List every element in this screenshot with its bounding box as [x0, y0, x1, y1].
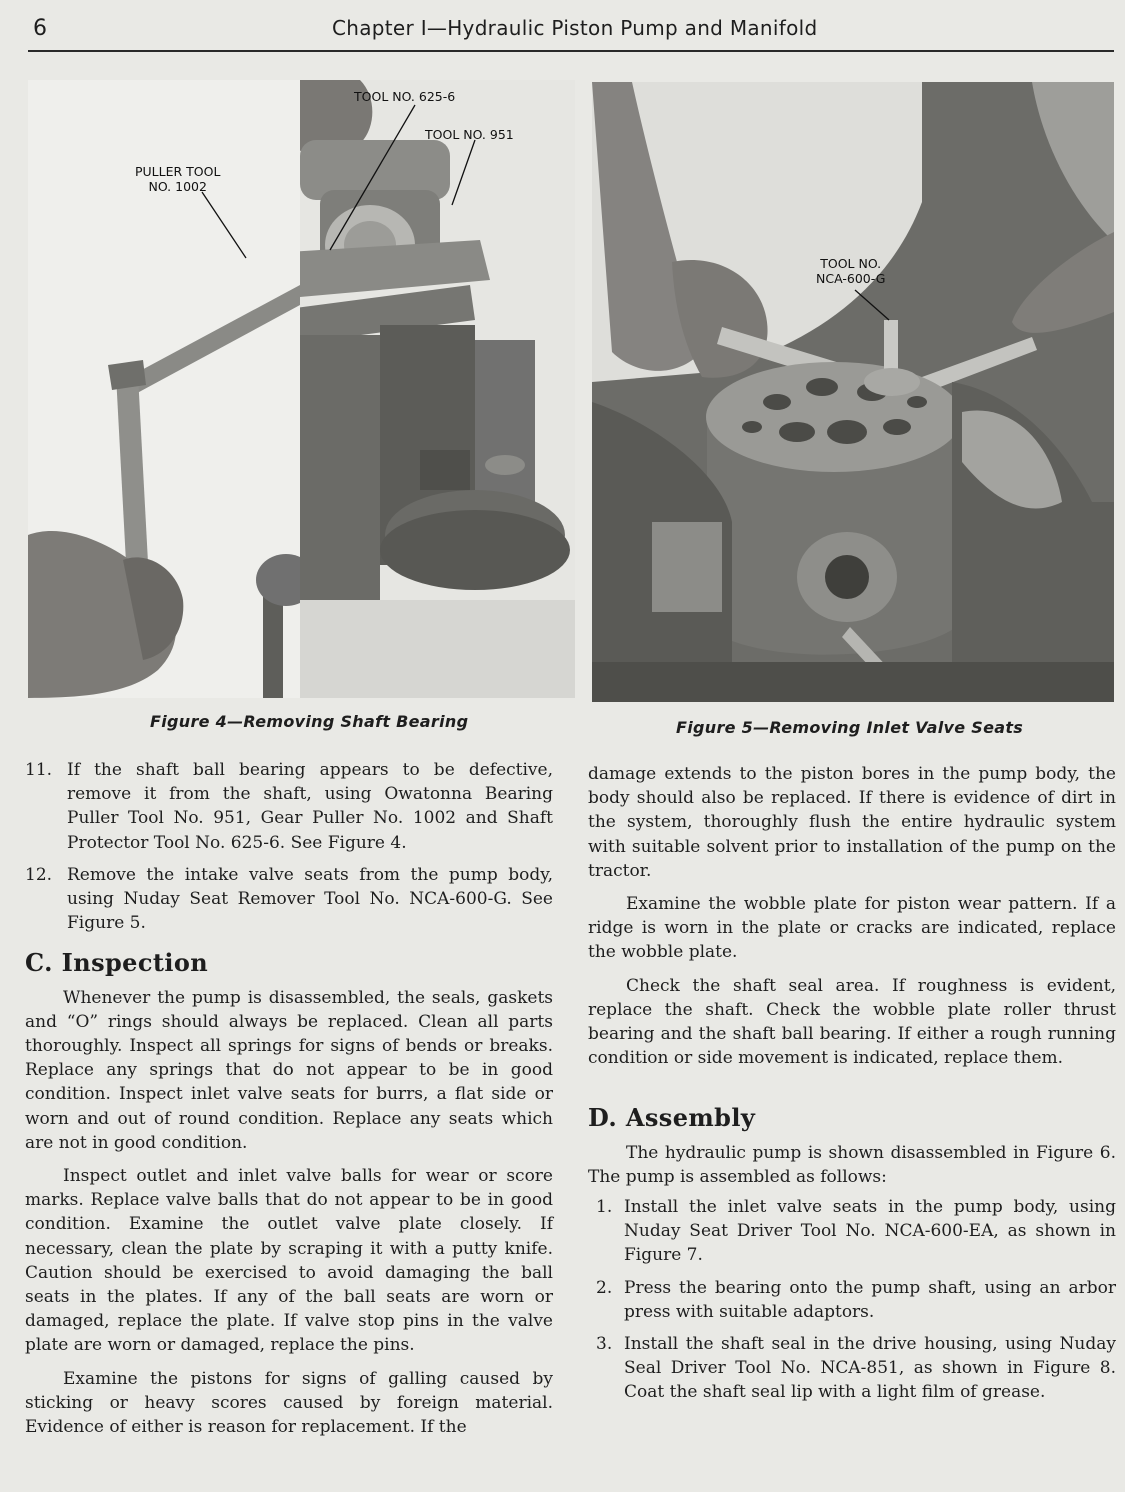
- list-number: 12.: [25, 864, 53, 885]
- page-header: [0, 0, 1125, 56]
- callout-puller-tool-1002: PULLER TOOL NO. 1002: [135, 164, 221, 194]
- paragraph: Check the shaft seal area. If roughness is evident, replace the shaft. Check the wobble plate roller thrust bearing and the shaft ball bearing. If either a rough running condition or side movement is indicated, replace them.: [588, 975, 1116, 1069]
- right-column: [588, 762, 1116, 1413]
- list-number: 11.: [25, 760, 53, 780]
- list-text: Install the shaft seal in the drive housing, using Nuday Seal Driver Tool No. NCA-851, as shown in Figure 8. Coat the shaft seal lip with a light film of grease.: [624, 1334, 1116, 1403]
- page-number: 6: [33, 16, 47, 41]
- paragraph: The hydraulic pump is shown disassembled in Figure 6. The pump is assembled as follows:: [588, 1142, 1116, 1187]
- figure-4-photo-right: [300, 80, 575, 698]
- paragraph: Whenever the pump is disassembled, the seals, gaskets and “O” rings should always be replaced. Clean all parts thoroughly. Inspect all springs for signs of bends or breaks. Replace any springs that do not appear to be in good condition. Inspect inlet valve seats for burrs, a flat side or worn and out of round condition. Replace any seats which are not in good condition.: [25, 987, 553, 1153]
- paragraph: Examine the pistons for signs of galling caused by sticking or heavy scores caused by foreign material. Evidence of either is reason for replacement. If the: [25, 1368, 553, 1438]
- list-text: If the shaft ball bearing appears to be defective, remove it from the shaft, using Owatonna Bearing Puller Tool No. 951, Gear Puller No. 1002 and Shaft Protector Tool No. 625-6. See Figure 4.: [67, 760, 553, 853]
- figure-5-caption: Figure 5—Removing Inlet Valve Seats: [676, 718, 1024, 737]
- puller-callout-line: [200, 190, 260, 270]
- list-number: 1.: [596, 1197, 613, 1218]
- paragraph: Inspect outlet and inlet valve balls for wear or score marks. Replace valve balls that do not appear to be in good condition. Examine the outlet valve plate closely. If necessary, clean the plate by scraping it with a putty knife. Caution should be exercised to avoid damaging the ball seats in the plates. If any of the ball seats are worn or damaged, replace the plate. If valve stop pins in the valve plate are worn or damaged, replace the pins.: [25, 1166, 553, 1356]
- callout-tool-951: TOOL NO. 951: [425, 127, 514, 142]
- callout-tool-625-6: TOOL NO. 625-6: [354, 89, 456, 104]
- left-column: [25, 758, 553, 1439]
- header-rule: [28, 50, 1114, 52]
- figure-4-callout-lines: [300, 80, 575, 698]
- figure-4-caption: Figure 4—Removing Shaft Bearing: [150, 712, 469, 731]
- list-item-2: [588, 1276, 1116, 1324]
- list-item-1: [588, 1195, 1116, 1268]
- chapter-title: Chapter I—Hydraulic Piston Pump and Manifold: [332, 16, 818, 40]
- paragraph: Examine the wobble plate for piston wear pattern. If a ridge is worn in the plate or cracks are indicated, replace the wobble plate.: [588, 894, 1116, 963]
- list-text: Remove the intake valve seats from the pump body, using Nuday Seat Remover Tool No. NCA-600-G. See Figure 5.: [67, 864, 553, 934]
- list-text: Press the bearing onto the pump shaft, using an arbor press with suitable adaptors.: [624, 1277, 1116, 1322]
- list-item-11: [25, 758, 553, 855]
- figure-5-photo: [592, 82, 1114, 702]
- paragraph: damage extends to the piston bores in the pump body, the body should also be replaced. If there is evidence of dirt in the system, thoroughly flush the entire hydraulic system with suitable solvent prior to installation of the pump on the tractor.: [588, 764, 1116, 881]
- list-number: 2.: [596, 1277, 613, 1298]
- list-number: 3.: [596, 1334, 613, 1355]
- list-item-3: [588, 1332, 1116, 1405]
- callout-tool-nca-600-g: TOOL NO. NCA-600-G: [816, 256, 886, 286]
- list-text: Install the inlet valve seats in the pump body, using Nuday Seat Driver Tool No. NCA-600-EA, as shown in Figure 7.: [624, 1197, 1116, 1266]
- list-item-12: [25, 863, 553, 936]
- section-heading-inspection: C. Inspection: [25, 948, 209, 978]
- figure-5-callout-line: [592, 82, 1114, 702]
- section-heading-assembly: D. Assembly: [588, 1103, 756, 1133]
